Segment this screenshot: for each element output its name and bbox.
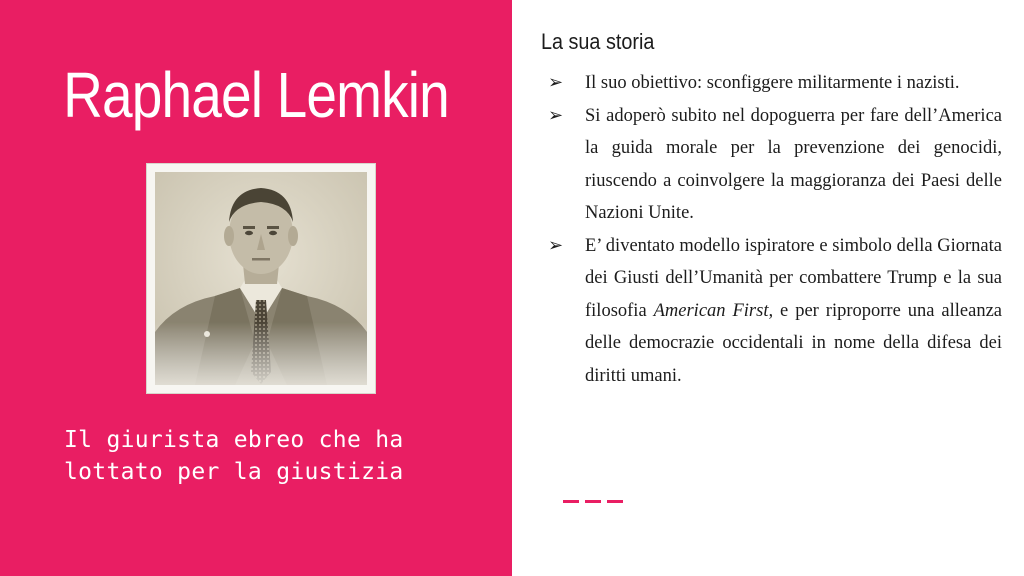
accent-dash: [585, 500, 601, 503]
bullet-item: [548, 67, 1002, 100]
bullet-text: [585, 236, 1002, 386]
subtitle-line-1: Il giurista ebreo che ha: [64, 427, 404, 453]
portrait-photo-frame: [147, 164, 375, 393]
portrait-illustration: [155, 172, 367, 385]
slide-subtitle: [64, 424, 494, 488]
bullet-text-part-a: E’ diventato modello ispiratore e simbolo della Giornata dei Giusti dell’Umanità per combattere Trump e la sua filosofia: [585, 235, 1002, 321]
bullet-text: Il suo obiettivo: sconfiggere militarmente i nazisti.: [585, 73, 960, 93]
bullet-item: [548, 100, 1002, 230]
arrow-bullet-icon: ➢: [548, 234, 564, 256]
bullet-text-italic: American First,: [653, 300, 774, 321]
bullet-text: Si adoperò subito nel dopoguerra per fare dell’America la guida morale per la prevenzione dei genocidi, riuscendo a coinvolgere la maggioranza dei Paesi delle Nazioni Unite.: [585, 105, 1002, 223]
bullet-item: [548, 230, 1002, 393]
arrow-bullet-icon: ➢: [548, 104, 564, 126]
section-title: La sua storia: [541, 29, 655, 54]
arrow-bullet-icon: ➢: [548, 72, 564, 93]
bullet-text-part-b: e per riproporre una alleanza delle democrazie occidentali in nome della difesa dei diritti umani.: [585, 300, 1002, 386]
accent-dash: [563, 500, 579, 503]
accent-dashes-decoration: [563, 500, 627, 503]
subtitle-line-2: lottato per la giustizia: [64, 459, 404, 485]
portrait-photo: [155, 172, 367, 385]
bullet-list: [548, 67, 1002, 392]
accent-dash: [607, 500, 623, 503]
slide-title: Raphael Lemkin: [63, 59, 449, 131]
